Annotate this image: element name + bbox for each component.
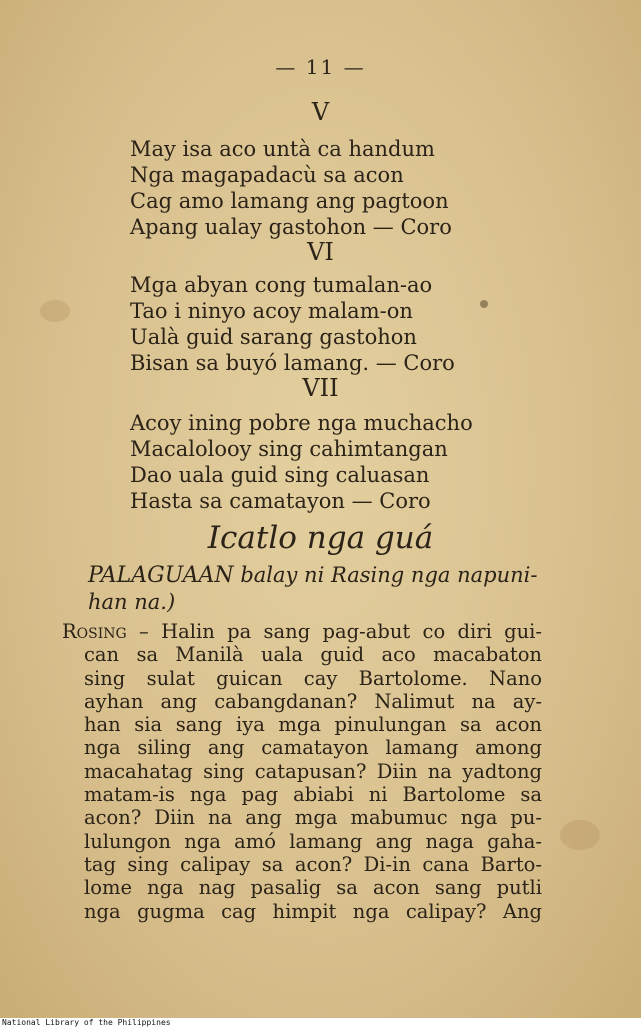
verse-line: Mga abyan cong tumalan-ao — [130, 273, 433, 297]
verse-line: Tao i ninyo acoy malam-on — [130, 299, 413, 323]
dialogue-line: macahatag sing catapusan? Diin na yadtong — [84, 759, 542, 783]
dialogue-line: matam-is nga pag abiabi ni Bartolome sa — [84, 783, 542, 807]
verse-line: Acoy ining pobre nga muchacho — [130, 411, 473, 435]
verse-line: May isa aco untà ca handum — [130, 137, 435, 161]
ink-dot — [480, 300, 488, 308]
verse-line: Nga magapadacù sa acon — [130, 163, 404, 187]
dialogue-line: han sia sang iya mga pinulungan sa acon — [84, 713, 542, 737]
dialogue-line: nga gugma cag himpit nga calipay? Ang — [84, 899, 542, 923]
dialogue-block — [62, 620, 542, 923]
dialogue-line: can sa Manilà uala guid aco macabaton — [84, 643, 542, 667]
verse-line: Bisan sa buyó lamang. — Coro — [130, 351, 455, 375]
stage-direction — [88, 562, 558, 615]
stage-direction-line — [88, 562, 558, 589]
dialogue-text: – Halin pa sang pag-abut co diri gui- — [126, 620, 542, 643]
paper-stain — [40, 300, 70, 322]
paper-stain — [560, 820, 600, 850]
dialogue-line: tag sing calipay sa acon? Di-in cana Barto- — [84, 852, 542, 876]
stanza-numeral-vii: VII — [302, 374, 339, 402]
verse-line: Dao uala guid sing caluasan — [130, 463, 430, 487]
page-number: — 11 — — [275, 55, 366, 79]
dialogue-line: lome nga nag pasalig sa acon sang putli — [84, 876, 542, 900]
stage-direction-line: han na.) — [88, 590, 176, 614]
library-credit: National Library of the Philippines — [2, 1018, 171, 1027]
stanza-v — [130, 136, 475, 240]
stanza-numeral-vi: VI — [307, 238, 334, 266]
stanza-numeral-v: V — [311, 98, 330, 126]
dialogue-line: ayhan ang cabangdanan? Nalimut na ay- — [84, 689, 542, 713]
dialogue-line: acon? Diin na ang mga mabumuc nga pu- — [84, 806, 542, 830]
dialogue-line: sing sulat guican cay Bartolome. Nano — [84, 666, 542, 690]
setting-name: PALAGUAAN — [88, 563, 234, 588]
verse-line: Ualà guid sarang gastohon — [130, 325, 417, 349]
setting-description: balay ni Rasing nga napuni- — [233, 563, 538, 587]
speaker-name: Rosing — [62, 620, 127, 643]
dialogue-line: lulungon nga amó lamang ang naga gaha- — [84, 829, 542, 853]
dialogue-line: nga siling ang camatayon lamang among — [84, 736, 542, 760]
verse-line: Hasta sa camatayon — Coro — [130, 489, 431, 513]
verse-line: Cag amo lamang ang pagtoon — [130, 189, 449, 213]
stanza-vii — [130, 410, 475, 514]
act-title: Icatlo nga guá — [207, 520, 434, 556]
verse-line: Apang ualay gastohon — Coro — [130, 215, 452, 239]
verse-line: Macalolooy sing cahimtangan — [130, 437, 448, 461]
stanza-vi — [130, 272, 475, 376]
dialogue-line — [62, 620, 542, 643]
